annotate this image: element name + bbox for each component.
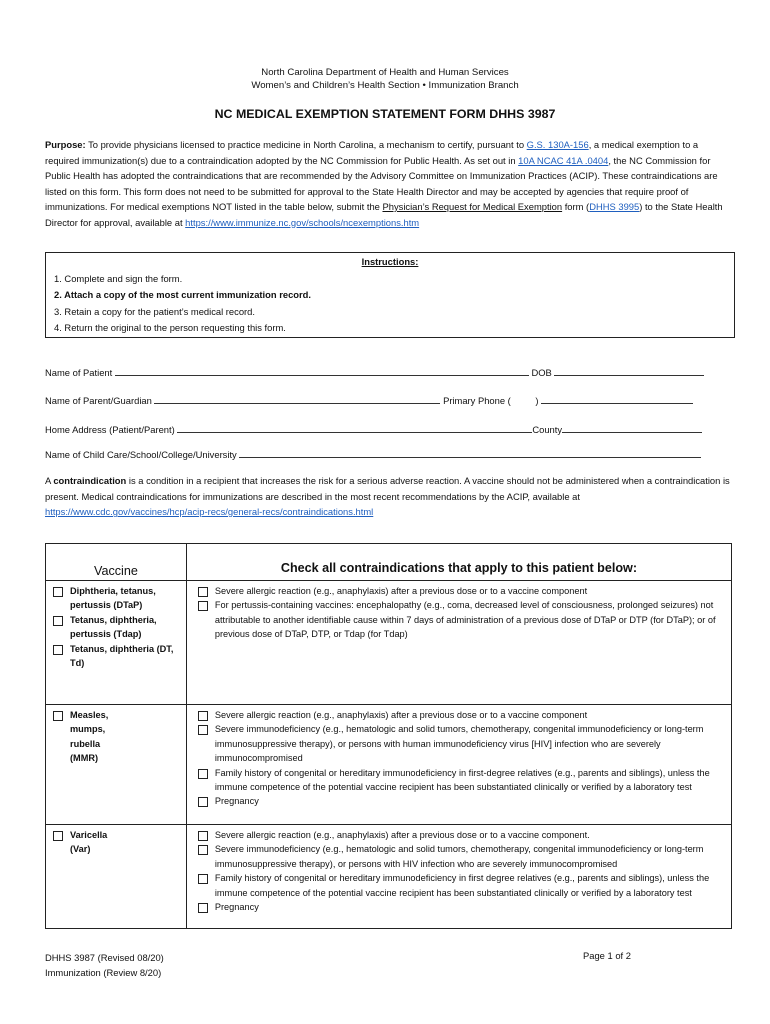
contraindications-table	[45, 543, 732, 929]
contraindication-paragraph	[45, 473, 735, 520]
condition-list	[187, 581, 731, 644]
vaccine-item[interactable]	[53, 613, 186, 642]
checkbox[interactable]	[53, 645, 63, 655]
page-number: Page 1 of 2	[583, 950, 631, 961]
footer-form-number: DHHS 3987 (Revised 08/20)	[45, 952, 164, 963]
county-field[interactable]	[562, 423, 702, 433]
condition-list	[187, 705, 731, 811]
vaccine-cell	[46, 705, 187, 825]
checkbox[interactable]	[198, 769, 208, 779]
header-line-1: North Carolina Department of Health and Human Services	[261, 67, 509, 78]
instruction-item: 3. Retain a copy for the patient’s medical record.	[54, 305, 255, 317]
vaccine-label: Measles, mumps, rubella (MMR)	[70, 710, 109, 764]
condition-item[interactable]	[198, 871, 727, 900]
patient-name-label: Name of Patient	[45, 367, 113, 378]
checkbox[interactable]	[53, 711, 63, 721]
contra-bold: contraindication	[53, 475, 127, 486]
link-10a-ncac-41a[interactable]: 10A NCAC 41A .0404	[518, 154, 609, 166]
table-row	[46, 581, 732, 705]
vaccine-item[interactable]	[53, 708, 123, 766]
parent-name-field[interactable]	[154, 394, 440, 404]
instruction-item: 2. Attach a copy of the most current immunization record.	[54, 289, 311, 301]
condition-item[interactable]	[198, 900, 727, 914]
dob-label: DOB	[531, 367, 552, 378]
address-row	[45, 423, 735, 435]
instructions-title: Instructions:	[361, 256, 419, 267]
checkbox[interactable]	[53, 831, 63, 841]
vaccine-cell	[46, 581, 187, 705]
purpose-text-3: , the NC Commission for Public Health has adopted the contraindications that are recommended by the Advisory Committee on Immunization Practices (ACIP). These contraindications are listed on this form. This form does not need to be submitted for approval to the State Health Director and may be accepted by agencies that require proof of immunizations. For medical exemptions NOT listed in the table below, submit the	[45, 154, 718, 212]
condition-label: Family history of congenital or hereditary immunodeficiency in first-degree relatives (e.g., parents and siblings), unless the immune competence of the potential vaccine recipient has been substantiated clinically or verified by a laboratory test	[214, 767, 710, 793]
checkbox[interactable]	[198, 831, 208, 841]
condition-list	[187, 825, 731, 916]
vaccine-cell	[46, 825, 187, 929]
purpose-text-2: , a medical exemption to a required immunization(s) due to a contraindication adopted by the NC Commission for Public Health. As set out in	[45, 139, 699, 166]
vaccine-item[interactable]	[53, 642, 186, 671]
condition-cell	[186, 825, 731, 929]
footer-left	[45, 950, 164, 980]
vaccine-list	[46, 581, 186, 674]
checkbox[interactable]	[198, 903, 208, 913]
checkbox[interactable]	[198, 601, 208, 611]
purpose-label: Purpose:	[45, 139, 86, 150]
vaccine-label: Tetanus, diphtheria (DT, Td)	[70, 643, 174, 669]
vaccine-item[interactable]	[53, 584, 186, 613]
checkbox[interactable]	[198, 797, 208, 807]
phone-close-paren: )	[535, 395, 539, 406]
vaccine-label: Tetanus, diphtheria, pertussis (Tdap)	[70, 614, 157, 640]
instruction-item: 1. Complete and sign the form.	[54, 273, 183, 284]
phone-label: Primary Phone (	[443, 395, 511, 406]
checkbox[interactable]	[198, 725, 208, 735]
contra-text-1: A	[45, 475, 54, 486]
school-label: Name of Child Care/School/College/University	[45, 449, 237, 460]
condition-label: Family history of congenital or hereditary immunodeficiency in first degree relatives (e.g., parents and siblings), unless the immune competence of the potential vaccine recipient has been substantiated clinically or verified by a laboratory test	[214, 873, 710, 898]
table-row	[46, 825, 732, 929]
vaccine-label: Varicella (Var)	[70, 830, 108, 855]
link-dhhs-3995[interactable]: DHHS 3995	[589, 201, 640, 212]
checkbox[interactable]	[198, 874, 208, 884]
purpose-text-4: form (	[562, 201, 590, 212]
patient-row	[45, 366, 735, 378]
condition-label: Severe allergic reaction (e.g., anaphylaxis) after a previous dose or to a vaccine component	[214, 586, 588, 596]
dob-field[interactable]	[554, 366, 704, 376]
contraindication-column-header: Check all contraindications that apply to this patient below:	[186, 544, 731, 581]
condition-label: Severe immunodeficiency (e.g., hematologic and solid tumors, chemotherapy, congenital immunodeficiency or long-term immunosuppressive therapy), or persons with HIV infection who are severely immunocompromised	[214, 844, 704, 869]
address-field[interactable]	[177, 423, 532, 433]
physician-request-form-name: Physician’s Request for Medical Exemption	[382, 201, 563, 212]
link-gs-130a-156[interactable]: G.S. 130A-156	[526, 139, 589, 150]
checkbox[interactable]	[198, 845, 208, 855]
checkbox[interactable]	[198, 587, 208, 597]
phone-field[interactable]	[541, 394, 693, 404]
school-row	[45, 448, 735, 460]
checkbox[interactable]	[53, 616, 63, 626]
condition-item[interactable]	[198, 842, 727, 871]
condition-item[interactable]	[198, 584, 727, 598]
condition-item[interactable]	[198, 598, 727, 641]
patient-name-field[interactable]	[115, 366, 529, 376]
address-label: Home Address (Patient/Parent)	[45, 424, 175, 435]
condition-label: Severe immunodeficiency (e.g., hematologic and solid tumors, chemotherapy, congenital immunodeficiency or long-term immunosuppressive therapy), or persons with human immunodeficiency virus [HIV] infection who are severely immunocompromised	[214, 724, 704, 764]
vaccine-column-header: Vaccine	[46, 544, 187, 581]
condition-item[interactable]	[198, 722, 727, 765]
school-field[interactable]	[239, 448, 701, 458]
checkbox[interactable]	[53, 587, 63, 597]
header-agency	[0, 66, 770, 92]
table-row	[46, 705, 732, 825]
condition-item[interactable]	[198, 766, 727, 795]
link-cdc-contraindications[interactable]: https://www.cdc.gov/vaccines/hcp/acip-recs/general-recs/contraindications.html	[45, 506, 374, 517]
county-label: County	[532, 424, 563, 435]
footer-review: Immunization (Review 8/20)	[45, 967, 162, 978]
form-title: NC MEDICAL EXEMPTION STATEMENT FORM DHHS 3987	[214, 107, 556, 121]
parent-row	[45, 394, 735, 406]
header-line-2: Women’s and Children’s Health Section • Immunization Branch	[251, 80, 519, 91]
parent-name-label: Name of Parent/Guardian	[45, 395, 152, 406]
instructions-box	[45, 252, 735, 338]
condition-item[interactable]	[198, 794, 727, 808]
purpose-paragraph	[45, 137, 735, 230]
instructions-list	[54, 271, 734, 337]
contra-text-2: is a condition in a recipient that increases the risk for a serious adverse reaction. A vaccine should not be administered when a contraindication is present. Medical contraindications for immunizations are described in the most recent recommendations by the ACIP, available at	[45, 475, 730, 502]
link-ncexemptions[interactable]: https://www.immunize.nc.gov/schools/ncexemptions.htm	[185, 216, 420, 228]
vaccine-list	[46, 825, 186, 861]
instruction-item: 4. Return the original to the person requesting this form.	[54, 322, 286, 334]
checkbox[interactable]	[198, 711, 208, 721]
condition-label: For pertussis-containing vaccines: encephalopathy (e.g., coma, decreased level of consciousness, prolonged seizures) not attributable to another identifiable cause within 7 days of administration of a previous dose of DTaP or DTP (for DTaP); or of previous dose of DTaP, DTP, or Tdap (for Tdap)	[214, 600, 716, 640]
condition-item[interactable]	[198, 708, 727, 722]
condition-cell	[186, 705, 731, 825]
purpose-text-1: To provide physicians licensed to practice medicine in North Carolina, a mechanism to certify, pursuant to	[85, 139, 527, 150]
condition-item[interactable]	[198, 828, 727, 842]
table-header-row	[46, 544, 732, 581]
vaccine-item[interactable]	[53, 828, 123, 857]
purpose-text-5: ) to the State Health Director for approval, available at	[45, 201, 723, 228]
condition-label: Severe allergic reaction (e.g., anaphylaxis) after a previous dose or to a vaccine component	[214, 710, 588, 720]
condition-label: Pregnancy	[214, 796, 259, 807]
vaccine-list	[46, 705, 186, 770]
condition-label: Severe allergic reaction (e.g., anaphylaxis) after a previous dose or to a vaccine component.	[214, 830, 590, 840]
condition-label: Pregnancy	[214, 902, 259, 913]
vaccine-label: Diphtheria, tetanus, pertussis (DTaP)	[70, 586, 156, 611]
condition-cell	[186, 581, 731, 705]
